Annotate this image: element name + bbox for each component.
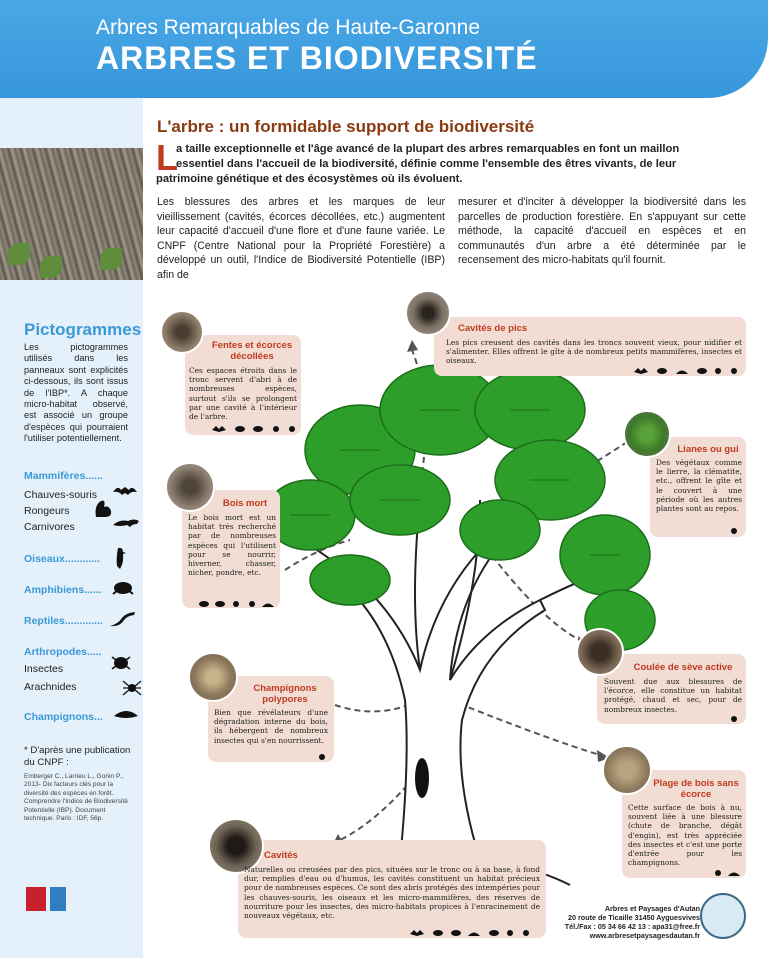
photo-seve <box>576 628 624 676</box>
photo-champignons <box>188 652 238 702</box>
dropcap: L <box>156 137 178 178</box>
card-plage-title: Plage de bois sans écorce <box>653 778 739 800</box>
association-logo <box>700 893 746 939</box>
card-champignons-title: Champignons polypores <box>253 683 317 705</box>
body-column-2: mesurer et d'inciter à développer la biodiversité dans les parcelles de production forestière. En s'appuyant sur cette méthode, la capacité d'accueil en espèces et en communautés d'un arbre a été déterminée par le recensement des micro-habitats qu'il fournit. <box>458 196 746 267</box>
category-champignons: Champignons... <box>24 711 103 723</box>
card-fentes-title: Fentes et écorces décollées <box>211 340 293 362</box>
lead-line-3: patrimoine génétique et des écosystèmes où ils évoluent. <box>156 173 463 185</box>
category-reptiles: Reptiles............. <box>24 615 103 627</box>
card-bois-mort-title: Bois mort <box>222 498 268 509</box>
mushroom-icon <box>112 706 140 722</box>
photo-bois-mort <box>165 462 215 512</box>
photo-plage <box>602 745 652 795</box>
label-insectes: Insectes <box>24 663 64 675</box>
category-amphibiens: Amphibiens...... <box>24 584 102 596</box>
footnote: * D'après une publication du CNPF : <box>24 745 131 768</box>
bark-photo <box>0 148 143 280</box>
photo-pics <box>405 290 451 336</box>
seve-species-icons <box>724 714 744 724</box>
label-arachnides: Arachnides <box>24 681 77 693</box>
lizard-icon <box>108 610 138 628</box>
card-cavites-title: Cavités <box>264 850 298 861</box>
body-column-1: Les blessures des arbres et les marques de leur vieillissement (cavités, écorces décollées, etc.) augmentent leur capacité d'accueil d'une flore et d'une faune variée. Le CNPF (Centre National pour la Propriété Forestière) a développé un outil, l'Indice de Biodiversité Potentielle (IBP) afin de <box>157 196 445 281</box>
marten-icon <box>112 515 140 531</box>
section-title: L'arbre : un formidable support de biodiversité <box>157 117 535 136</box>
header-subtitle: Arbres Remarquables de Haute-Garonne <box>96 16 481 39</box>
card-lianes-title: Lianes ou gui <box>677 444 739 455</box>
bois-mort-species-icons <box>196 599 280 609</box>
pictogrammes-intro: Les pictogrammes utilisés dans les panneaux sont explicités ci-dessous, ils sont issus de l'IBP*. A chaque micro-habitat observé, est associé un groupe d'espèces qui pourraient l'utiliser potentiellement. <box>24 342 128 444</box>
footer-org <box>560 904 700 940</box>
pics-species-icons <box>632 366 744 376</box>
card-lianes-text: Des végétaux comme le lierre, la clématite, etc., offrent le gîte et le couvert à une période où les autres plantes sont au repos. <box>656 458 742 514</box>
footer-web: www.arbresetpaysagesdautan.fr <box>589 931 700 940</box>
card-bois-mort-text: Le bois mort est un habitat très recherché par de nombreuses espèces qui l'utilisent pour se nourrir, hiverner, chasser, nicher, pondre, etc. <box>188 513 276 578</box>
trunk-cavity <box>415 758 429 798</box>
partner-logo <box>50 887 66 911</box>
header-banner <box>0 0 768 98</box>
lead-line-2: essentiel dans l'accueil de la biodiversité, définie comme l'ensemble des êtres vivants, de leur <box>176 158 677 170</box>
beetle-icon <box>110 653 132 671</box>
card-seve-text: Souvent due aux blessures de l'écorce, elle constitue un habitat protégé, chaud et sec, pour de nombreux insectes. <box>604 677 742 714</box>
label-rongeurs: Rongeurs <box>24 505 70 517</box>
card-pics-title: Cavités de pics <box>458 323 528 334</box>
spider-icon <box>122 678 142 698</box>
fentes-species-icons <box>210 424 300 434</box>
card-plage-text: Cette surface de bois à nu, souvent liée à une blessure (chute de branche, dégât d'engin), est très appréciée des insectes et c'est une porte d'entrée pour les champignons. <box>628 803 742 868</box>
woodpecker-icon <box>112 546 128 570</box>
category-mammiferes: Mammifères...... <box>24 470 103 482</box>
photo-lianes <box>623 410 671 458</box>
category-oiseaux: Oiseaux............ <box>24 553 100 565</box>
frog-icon <box>110 578 136 596</box>
cavites-species-icons <box>408 928 544 938</box>
champignons-species-icons <box>312 752 332 762</box>
card-seve-title: Coulée de sève active <box>633 662 733 673</box>
label-chauves-souris: Chauves-souris <box>24 489 97 501</box>
footer-org-name: Arbres et Paysages d'Autan <box>604 904 700 913</box>
footer-contact: Tél./Fax : 05 34 66 42 13 : apa31@free.fr <box>564 922 700 931</box>
squirrel-icon <box>92 497 114 519</box>
arrow-plage <box>450 700 600 755</box>
lead-paragraph <box>156 142 751 187</box>
plage-species-icons <box>710 868 744 878</box>
pictogrammes-title: Pictogrammes <box>24 320 142 339</box>
lianes-species-icons <box>724 526 744 536</box>
card-champignons-text: Bien que révélateurs d'une dégradation interne du bois, ils hébergent de nombreux insectes qui s'en nourrissent. <box>214 708 328 745</box>
bat-icon <box>112 484 138 500</box>
card-cavites-text: Naturelles ou creusées par des pics, situées sur le tronc ou à sa base, à fond dur, remplies d'eau ou d'humus, les cavités constituent un habitat précieux pour de nombreuses espèces. Ce sont des abris protégés des intempéries pour les chauves-souris, les oiseaux et les micro-mammifères, des réserves de nourriture pour les insectes, des micro-habitats propices à l'enracinement de nouveaux végétaux, etc. <box>244 865 540 921</box>
header-title: ARBRES ET BIODIVERSITÉ <box>96 40 538 76</box>
reference: Emberger C., Larrieu L., Gonin P., 2013- Dix facteurs clés pour la diversité des espèces en forêt. Comprendre l'Indice de Biodiversité Potentielle (IBP). Document technique. Paris : IDF, 56p. <box>24 773 128 823</box>
label-carnivores: Carnivores <box>24 521 75 533</box>
footer-address: 20 route de Ticaille 31450 Ayguesvives <box>568 913 700 922</box>
card-pics-text: Les pics creusent des cavités dans les troncs souvent vieux, pour nidifier et s'alimenter. Elles offrent le gîte à de nombreux petits mammifères, insectes et oiseaux. <box>446 338 742 366</box>
region-logo <box>26 887 46 911</box>
category-arthropodes: Arthropodes..... <box>24 646 102 658</box>
photo-fentes <box>160 310 204 354</box>
card-fentes-text: Ces espaces étroits dans le tronc servent d'abri à de nombreuses espèces, surtout s'ils se prolongent par une cavité à l'intérieur de l'arbre. <box>189 366 297 422</box>
lead-line-1: a taille exceptionnelle et l'âge avancé de la plupart des arbres remarquables en font un maillon <box>176 143 680 155</box>
